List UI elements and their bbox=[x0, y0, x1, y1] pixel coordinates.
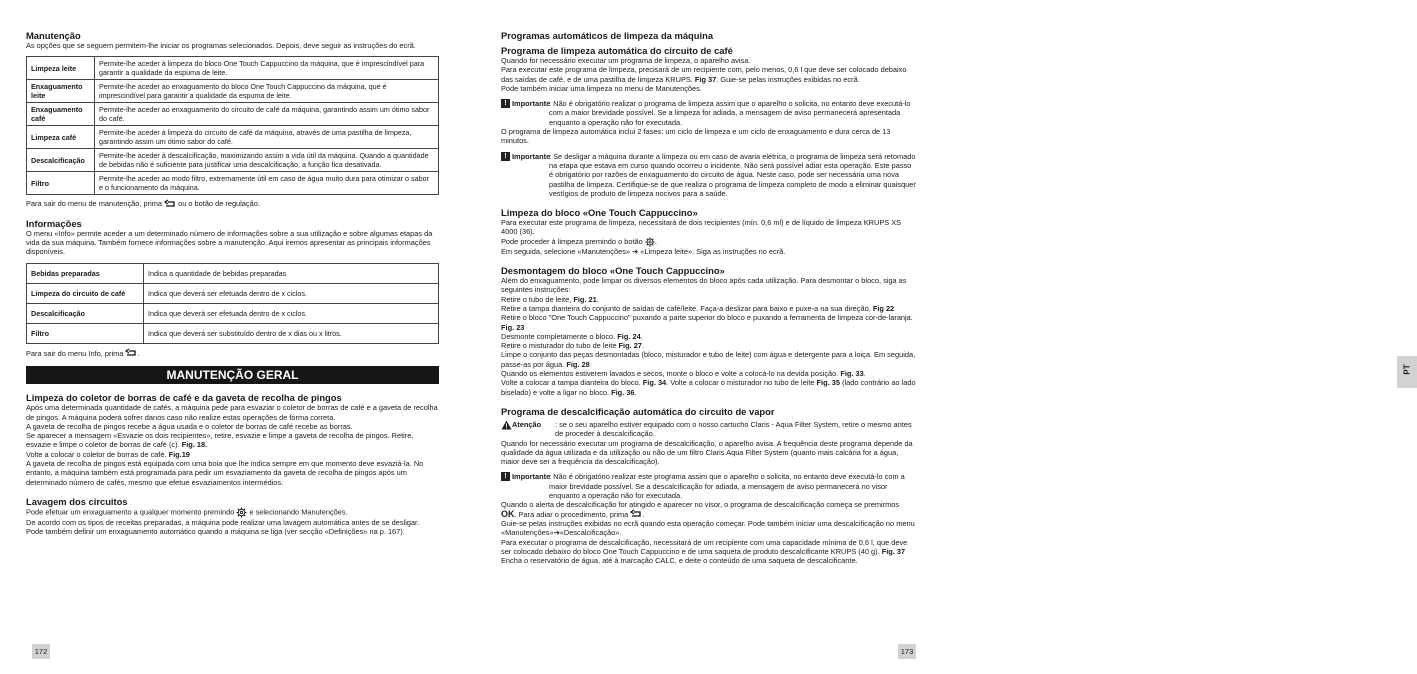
clean-text: Se aparecer a mensagem «Esvazie os dois recipientes», retire, esvazie e limpe a gaveta de recolha de pingos. Retire, esvazie e limpe o coletor de borras de café (c). bbox=[26, 431, 414, 450]
descale-heading: Programa de descalcificação automática do circuito de vapor bbox=[501, 405, 775, 417]
figure-ref: Fig.19 bbox=[168, 449, 190, 459]
otc-paragraph bbox=[501, 237, 916, 247]
dismantle-line: Além do enxaguamento, pode limpar os diversos elementos do bloco após cada utilização. Para desmontar o bloco, siga as seguintes instruções: bbox=[501, 276, 907, 295]
dismantle-text: Volte a colocar a tampa dianteira do bloco. bbox=[501, 378, 643, 388]
clean-heading: Limpeza do coletor de borras de café e da gaveta de recolha de pingos bbox=[26, 392, 342, 404]
important-note bbox=[501, 152, 916, 198]
important-label bbox=[501, 99, 550, 108]
otc-heading: Limpeza do bloco «One Touch Cappuccino» bbox=[501, 207, 698, 219]
coffee-paragraph bbox=[501, 65, 916, 84]
clean-paragraph: A gaveta de recolha de pingos está equipada com uma boia que lhe indica sempre em que momento deve esvaziá-la. No entanto, a máquina também está programada para pedir um esvaziamento da gaveta de recolha de pingos após um determinado número de cafés, mesmo que efetue esvaziamentos intermédios. bbox=[26, 459, 424, 487]
table-row bbox=[27, 149, 439, 172]
clean-paragraph bbox=[26, 431, 439, 450]
right-column bbox=[501, 30, 916, 566]
coffee-text: Para executar este programa de limpeza, precisará de um recipiente com, pelo menos, 0,6 l que deve ser colocado debaixo das saídas de café, e de uma pastilha de limpeza KRUPS. bbox=[501, 65, 907, 84]
rinse-paragraph: De acordo com os tipos de receitas preparadas, a máquina pode realizar uma lavagem automática antes de se desligar. bbox=[26, 517, 420, 527]
dismantle-line bbox=[501, 369, 916, 378]
figure-ref: Fig. 27 bbox=[618, 341, 642, 351]
left-column bbox=[26, 30, 439, 537]
figure-ref: Fig. 23 bbox=[501, 322, 525, 332]
table-value: Indica que deverá ser efetuada dentro de x ciclos. bbox=[144, 303, 439, 323]
important-word: Importante bbox=[512, 99, 551, 109]
table-value: Permite-lhe aceder ao enxaguamento do bloco One Touch Cappuccino da máquina, que é imprescindível para garantir a qualidade da espuma de leite. bbox=[95, 80, 439, 103]
table-value: Permite-lhe aceder à limpeza do circuito de café da máquina, através de uma pastilha de limpeza, garantindo assim um ótimo sabor do café. bbox=[95, 126, 439, 149]
table-key: Filtro bbox=[27, 323, 144, 343]
info-table bbox=[26, 263, 439, 344]
maintenance-exit bbox=[26, 199, 439, 209]
attention-word: Atenção bbox=[512, 419, 542, 429]
ok-symbol: OK bbox=[501, 508, 515, 519]
important-text: : Não é obrigatório realizar este programa assim que o aparelho o solicita, no entanto deve executá-lo com a maior brevidade possível. Se a descalcificação for adiada, a mensagem de aviso permanecerá no visor enquanto a operação não for executada. bbox=[549, 472, 905, 501]
important-label bbox=[501, 152, 550, 161]
language-tab bbox=[1397, 356, 1417, 388]
dismantle-text: . bbox=[863, 369, 866, 379]
descale-paragraph bbox=[501, 500, 916, 519]
important-word: Importante bbox=[512, 472, 551, 482]
table-key: Bebidas preparadas bbox=[27, 263, 144, 283]
important-note bbox=[501, 472, 916, 500]
important-text: : Se desligar a máquina durante a limpeza ou em caso de avaria elétrica, o programa de limpeza será retomado na etapa que estava em curso quando ocorreu o incidente. Não será possível adiar esta operação. Este passo é obrigatório por razões de enxaguamento do circuito de água. Neste caso, pode ser necessária uma nova pastilha de limpeza. Certifique-se de que realiza o programa de limpeza completo de modo a eliminar quaisquer vestígios de produto de limpeza nocivos para a saúde. bbox=[549, 151, 916, 198]
table-key: Limpeza leite bbox=[27, 57, 95, 80]
dismantle-text: Quando os elementos estiverem lavados e secos, monte o bloco e volte a colocá-lo na devida posição. bbox=[501, 369, 841, 379]
figure-ref: Fig. 18. bbox=[181, 440, 208, 450]
auto-heading: Programas automáticos de limpeza da máquina bbox=[501, 30, 714, 41]
dismantle-text: . bbox=[596, 294, 599, 304]
dismantle-text: (lado contrário ao lado biselado) e volte a ligar no bloco. bbox=[501, 378, 916, 397]
figure-ref: Fig 22 bbox=[872, 303, 895, 313]
table-key: Descalcificação bbox=[27, 149, 95, 172]
maintenance-intro: As opções que se seguem permitem-lhe iniciar os programas selecionados. Depois, deve seguir as instruções do ecrã. bbox=[26, 41, 416, 50]
table-value: Indica que deverá ser substituído dentro de x dias ou x litros. bbox=[144, 323, 439, 343]
descale-text: Quando o alerta de descalcificação for atingido e aparecer no visor, o programa de descalcificação começa se premirmos bbox=[501, 500, 900, 510]
table-value: Permite-lhe aceder à descalcificação, maximizando assim a vida útil da máquina. Quando a quantidade de bebidas não é suficiente para justificar uma descalcificação, a função fica desativada. bbox=[95, 149, 439, 172]
maintenance-table bbox=[26, 56, 439, 195]
back-icon bbox=[164, 200, 176, 209]
figure-ref: Fig. 34 bbox=[642, 378, 667, 388]
gear-icon bbox=[236, 507, 247, 518]
table-value: Indica que deverá ser efetuada dentro de x ciclos. bbox=[144, 283, 439, 303]
table-row bbox=[27, 126, 439, 149]
dismantle-text: . bbox=[641, 341, 644, 351]
otc-paragraph: Para executar este programa de limpeza, necessitará de dois recipientes (mín. 0,6 ml) e de líquido de limpeza KRUPS XS 4000 (36). bbox=[501, 218, 902, 237]
otc-paragraph: Em seguida, selecione «Manutenções» ➔ «Limpeza leite». Siga as instruções no ecrã. bbox=[501, 246, 786, 256]
rinse-text: Pode efetuar um enxaguamento a qualquer momento premindo bbox=[26, 507, 235, 517]
dismantle-line bbox=[501, 378, 916, 397]
figure-ref: Fig. 21 bbox=[573, 294, 597, 304]
descale-text: Para executar o programa de descalcificação, necessitará de um recipiente com uma capacidade mínima de 0,6 l, que deve ser colocado debaixo do bloco One Touch Cappuccino e de uma saqueta de produto descalcificante KRUPS (40 g). bbox=[501, 537, 908, 557]
rinse-text: e selecionando Manutenções. bbox=[249, 507, 348, 517]
dismantle-line bbox=[501, 295, 916, 304]
table-row bbox=[27, 323, 439, 343]
otc-text: . bbox=[654, 236, 657, 246]
otc-text: Pode proceder à limpeza premindo o botão bbox=[501, 236, 643, 246]
page-number: 173 bbox=[898, 644, 916, 659]
dismantle-text: Desmonte completamente o bloco. bbox=[501, 331, 618, 341]
dismantle-line bbox=[501, 332, 916, 341]
info-exit-text: Para sair do menu Info, prima bbox=[26, 348, 124, 358]
descale-paragraph: Encha o reservatório de água, até à marcação CALC, e deite o conteúdo de uma saqueta de descalcificante. bbox=[501, 556, 858, 566]
warning-triangle-icon bbox=[501, 420, 512, 430]
dismantle-text: Retire o bloco "One Touch Cappuccino" puxando a parte superior do bloco e puxando a ferramenta de limpeza cor-de-laranja. bbox=[501, 313, 913, 323]
rinse-heading: Lavagem dos circuitos bbox=[26, 495, 128, 507]
important-text: : Não é obrigatório realizar o programa de limpeza assim que o aparelho o solicita, no entanto deve executá-lo com a maior brevidade possível. Se a limpeza for adiada, a mensagem de aviso permanecerá apresentada enquanto a operação não for executada. bbox=[549, 99, 911, 127]
coffee-text: . Guie-se pelas instruções exibidas no ecrã. bbox=[716, 74, 860, 84]
dismantle-line bbox=[501, 304, 916, 313]
figure-ref: Fig. 36 bbox=[611, 387, 635, 397]
table-row bbox=[27, 80, 439, 103]
table-key: Limpeza café bbox=[27, 126, 95, 149]
page-left bbox=[0, 0, 475, 674]
page-number: 172 bbox=[32, 644, 50, 659]
coffee-paragraph: Pode também iniciar uma limpeza no menu de Manutenções. bbox=[501, 83, 702, 93]
table-key: Enxaguamento leite bbox=[27, 80, 95, 103]
coffee-heading: Programa de limpeza automática do circuito de café bbox=[501, 45, 733, 56]
descale-paragraph: Guie-se pelas instruções exibidas no ecrã quando esta operação começar. Pode também iniciar uma descalcificação no menu «Manutenções»➔«Descalcificação». bbox=[501, 519, 915, 538]
important-word: Importante bbox=[512, 151, 551, 161]
dismantle-text: Limpe o conjunto das peças desmontadas (bloco, misturador e tubo de leite) com água e detergente para a loiça. Em seguida, passe-as por água. bbox=[501, 350, 916, 369]
section-banner: MANUTENÇÃO GERAL bbox=[26, 366, 439, 384]
dismantle-line bbox=[501, 350, 916, 369]
attention-text: : se o seu aparelho estiver equipado com o nosso cartucho Claris - Aqua Filter System, retire o mesmo antes de proceder à descalcificação. bbox=[555, 419, 912, 439]
figure-ref: Fig. 37 bbox=[881, 547, 906, 557]
figure-ref: Fig. 24 bbox=[617, 331, 641, 341]
back-icon bbox=[125, 348, 140, 358]
table-row bbox=[27, 103, 439, 126]
dismantle-text: Retire a tampa dianteira do conjunto de saídas de café/leite. Faça-a deslizar para baixo e puxe-a na sua direção. bbox=[501, 303, 873, 313]
clean-paragraph: A gaveta de recolha de pingos recebe a água usada e o coletor de borras de café recebe as borras. bbox=[26, 421, 353, 431]
dismantle-text: Retire o misturador do tubo de leite bbox=[501, 341, 619, 351]
info-exit-period: . bbox=[137, 348, 140, 358]
coffee-paragraph: Quando for necessário executar um programa de limpeza, o aparelho avisa. bbox=[501, 56, 751, 65]
figure-ref: Fig. 33 bbox=[840, 369, 864, 379]
maintenance-exit-text-2: ou o botão de regulação. bbox=[178, 199, 260, 209]
table-value: Permite-lhe aceder à limpeza do bloco One Touch Cappuccino da máquina, que é imprescindível para garantir a qualidade da espuma de leite. bbox=[95, 57, 439, 80]
dismantle-text: . Volte a colocar o misturador no tubo de leite bbox=[666, 378, 817, 388]
table-row bbox=[27, 283, 439, 303]
table-key: Filtro bbox=[27, 172, 95, 195]
table-key: Enxaguamento café bbox=[27, 103, 95, 126]
table-key: Descalcificação bbox=[27, 303, 144, 323]
table-row bbox=[27, 263, 439, 283]
attention-label bbox=[501, 420, 541, 430]
table-row bbox=[27, 57, 439, 80]
info-intro: O menu «Info» permite aceder a um determinado número de informações sobre a sua utilização e sobre algumas etapas da vida da sua máquina. Também fornece informações sobre a manutenção. Aqui iremos apresentar as principais informações disponíveis. bbox=[26, 228, 433, 257]
dismantle-line bbox=[501, 341, 916, 350]
table-value: Permite-lhe aceder ao enxaguamento do circuito de café da máquina, garantindo assim um ótimo sabor do café. bbox=[95, 103, 439, 126]
table-value: Indica a quantidade de bebidas preparadas bbox=[144, 263, 439, 283]
warning-icon: ! bbox=[501, 99, 510, 108]
maintenance-heading: Manutenção bbox=[26, 30, 81, 41]
table-value: Permite-lhe aceder ao modo filtro, extremamente útil em caso de água muito dura para otimizar o sabor e o funcionamento da máquina. bbox=[95, 172, 439, 195]
rinse-paragraph bbox=[26, 507, 439, 518]
dismantle-heading: Desmontagem do bloco «One Touch Cappuccino» bbox=[501, 265, 725, 277]
gear-icon bbox=[645, 237, 655, 247]
dismantle-line bbox=[501, 313, 916, 332]
attention-note bbox=[501, 420, 916, 439]
coffee-paragraph: O programa de limpeza automática inclui 2 fases: um ciclo de limpeza e um ciclo de enxaguamento e dura cerca de 13 minutos. bbox=[501, 127, 891, 146]
descale-text: . Para adiar o procedimento, prima bbox=[514, 509, 629, 519]
important-label bbox=[501, 472, 550, 481]
warning-icon: ! bbox=[501, 152, 510, 161]
dismantle-text: . bbox=[640, 331, 643, 341]
rinse-paragraph: Pode também definir um enxaguamento automático quando a máquina se liga (ver secção «Definições» na p. 167). bbox=[26, 527, 405, 537]
dismantle-text: . bbox=[634, 387, 637, 397]
clean-text: Volte a colocar o coletor de borras de café. bbox=[26, 449, 169, 459]
important-note bbox=[501, 99, 916, 127]
table-key: Limpeza do circuito de café bbox=[27, 283, 144, 303]
warning-icon: ! bbox=[501, 472, 510, 481]
back-icon bbox=[630, 509, 645, 519]
table-row bbox=[27, 303, 439, 323]
figure-ref: Fig. 35 bbox=[816, 378, 840, 388]
info-exit bbox=[26, 349, 439, 359]
descale-paragraph: Quando for necessário executar um programa de descalcificação, o aparelho avisa. A frequência deste programa depende da qualidade da água utilizada e da utilização ou não de um filtro Claris Aqua Filter System (quanto mais calcária for a água, maior deve ser a frequência da descalcificação). bbox=[501, 438, 913, 467]
table-row bbox=[27, 172, 439, 195]
clean-paragraph: Após uma determinada quantidade de cafés, a máquina pede para esvaziar o coletor de borras de café e a gaveta de recolha de pingos. A máquina poderá sofrer danos caso não realize estas operações de forma correta. bbox=[26, 403, 438, 422]
language-tab-label: PT bbox=[1402, 364, 1412, 375]
figure-ref: Fig. 28 bbox=[566, 359, 590, 369]
clean-paragraph bbox=[26, 450, 439, 459]
maintenance-exit-text: Para sair do menu de manutenção, prima bbox=[26, 199, 162, 209]
figure-ref: Fig 37 bbox=[694, 74, 717, 84]
descale-text: . bbox=[642, 509, 645, 519]
descale-paragraph bbox=[501, 538, 916, 557]
info-heading: Informações bbox=[26, 217, 82, 229]
dismantle-text: Retire o tubo de leite, bbox=[501, 294, 574, 304]
